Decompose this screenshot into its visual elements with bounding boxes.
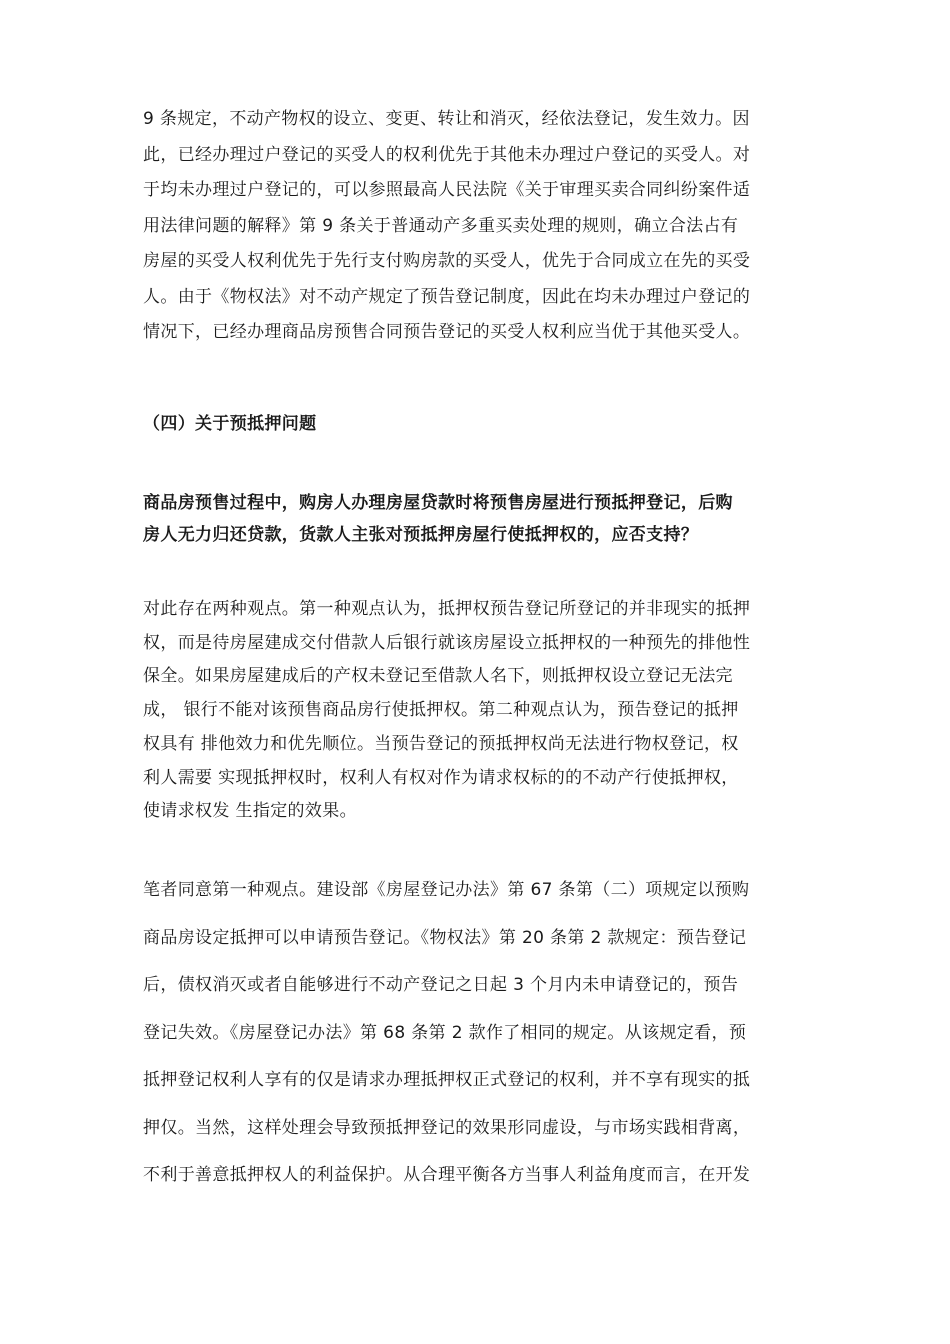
text-line: 保全。如果房屋建成后的产权未登记至借款人名下，则抵押权设立登记无法完 bbox=[143, 666, 733, 687]
text-line: 于均未办理过户登记的，可以参照最高人民法院《关于审理买卖合同纠纷案件适 bbox=[143, 180, 751, 200]
text-line: 后，债权消灭或者自能够进行不动产登记之日起 3 个月内未申请登记的，预告 bbox=[143, 975, 739, 995]
section-heading-text: （四）关于预抵押问题 bbox=[143, 414, 317, 434]
paragraph-two-views bbox=[143, 593, 823, 829]
text-line: 权，而是待房屋建成交付借款人后银行就该房屋设立抵押权的一种预先的排他性 bbox=[143, 632, 751, 653]
question-line: 商品房预售过程中，购房人办理房屋贷款时将预售房屋进行预抵押登记，后购 bbox=[143, 493, 733, 513]
text-line: 押仅。当然，这样处理会导致预抵押登记的效果形同虚设，与市场实践相背离， bbox=[143, 1117, 751, 1138]
text-line: 抵押登记权利人享有的仅是请求办理抵押权正式登记的权利，并不享有现实的抵 bbox=[143, 1070, 751, 1090]
text-line: 情况下，已经办理商品房预售合同预告登记的买受人权利应当优于其他买受人。 bbox=[143, 322, 751, 342]
text-line: 笔者同意第一种观点。建设部《房屋登记办法》第 67 条第（二）项规定以预购 bbox=[143, 880, 750, 900]
text-line: 登记失效。《房屋登记办法》第 68 条第 2 款作了相同的规定。从该规定看，预 bbox=[143, 1022, 747, 1043]
text-line: 权具有 排他效力和优先顺位。当预告登记的预抵押权尚无法进行物权登记，权 bbox=[143, 733, 739, 754]
text-line: 9 条规定，不动产物权的设立、变更、转让和消灭，经依法登记，发生效力。因 bbox=[143, 109, 750, 129]
paragraph-priority-of-buyers bbox=[143, 102, 823, 351]
question-paragraph bbox=[143, 487, 823, 551]
text-line: 使请求权发 生指定的效果。 bbox=[143, 801, 357, 822]
paragraph-author-opinion bbox=[143, 867, 823, 1200]
text-line: 利人需要 实现抵押权时，权利人有权对作为请求权标的的不动产行使抵押权， bbox=[143, 767, 739, 788]
text-line: 不利于善意抵押权人的利益保护。从合理平衡各方当事人利益角度而言，在开发 bbox=[143, 1165, 751, 1185]
text-line: 成， 银行不能对该预售商品房行使抵押权。第二种观点认为，预告登记的抵押 bbox=[143, 700, 739, 721]
text-line: 用法律问题的解释》第 9 条关于普通动产多重买卖处理的规则，确立合法占有 bbox=[143, 215, 739, 236]
text-line: 此，已经办理过户登记的买受人的权利优先于其他未办理过户登记的买受人。对 bbox=[143, 144, 751, 165]
question-line: 房人无力归还贷款，货款人主张对预抵押房屋行使抵押权的，应否支持？ bbox=[143, 525, 699, 545]
text-line: 商品房设定抵押可以申请预告登记。《物权法》第 20 条第 2 款规定：预告登记 bbox=[143, 927, 747, 948]
text-line: 人。由于《物权法》对不动产规定了预告登记制度，因此在均未办理过户登记的 bbox=[143, 286, 751, 307]
section-heading bbox=[143, 411, 823, 437]
text-line: 房屋的买受人权利优先于先行支付购房款的买受人，优先于合同成立在先的买受 bbox=[143, 251, 751, 271]
text-line: 对此存在两种观点。第一种观点认为，抵押权预告登记所登记的并非现实的抵押 bbox=[143, 599, 751, 619]
